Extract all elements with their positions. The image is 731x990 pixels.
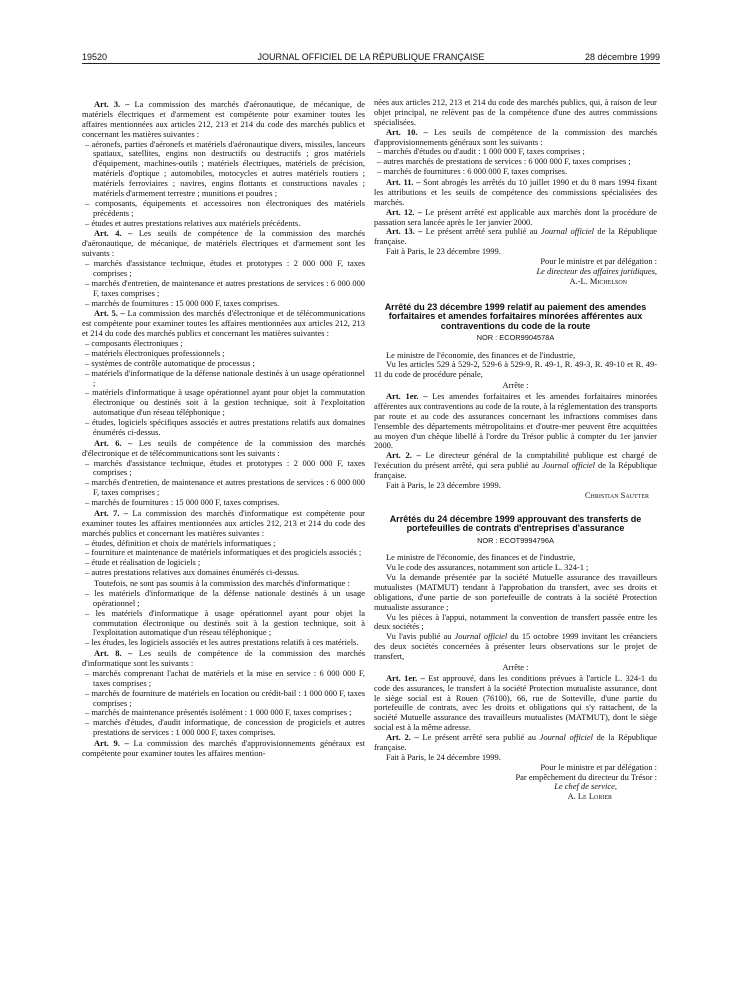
article-6: Art. 6. – Les seuils de compétence de la commission des marchés d'électronique et de télécommunications sont les suivants : [82,437,365,458]
list-item: – matériels d'informatique de la défense nationale destinés à un usage opérationnel ; [82,369,365,389]
list-item: – composants électroniques ; [82,339,365,349]
page-number: 19520 [82,52,108,62]
list-item: – composants, équipements et accessoires non électroniques des matériels précédents ; [82,199,365,219]
article-2: Art. 2. – Le directeur général de la comptabilité publique est chargé de l'exécution du présent arrêté, qui sera publié au Journal officiel de la République française. [374,450,658,481]
list-item: – systèmes de contrôle automatique de processus ; [82,359,365,369]
decree-title: Arrêtés du 24 décembre 1999 approuvant des transferts de portefeuilles de contrats d'entreprises d'assurance [389,513,642,534]
list-item: – marchés d'assistance technique, études et prototypes : 2 000 000 F, taxes comprises ; [82,459,365,479]
list-item: – marchés d'entretien, de maintenance et autres prestations de services : 6 000 000 F, taxes comprises ; [82,279,365,299]
list-item: – fourniture et maintenance de matériels informatiques et des progiciels associés ; [82,548,365,558]
signatory-name: Christian Sautter [584,489,649,500]
list-item: – marchés de fournitures : 6 000 000 F, taxes comprises. [374,167,657,177]
list-item: – les matériels d'informatique de la défense nationale destinés à un usage opérationnel ; [82,589,365,609]
preamble-minister: Le ministre de l'économie, des finances et de l'industrie, [386,349,576,360]
right-column [374,98,657,802]
preamble-visa: Vu les pièces à l'appui, notamment la convention de transfert passée entre les deux sociétés ; [374,611,657,632]
article-6-list [82,459,365,508]
nor-reference: NOR : ECOT9994796A [477,535,554,545]
list-item: – études, logiciels spécifiques associés et autres prestations relatifs aux domaines énumérés ci-dessus. [82,418,365,438]
signature-title: Le chef de service, [554,781,617,792]
preamble-visa: Vu le code des assurances, notamment son article L. 324-1 ; [386,562,589,573]
list-item: – études et autres prestations relatives aux matériels précédents. [82,219,365,229]
arrete-heading: Arrête : [502,380,529,391]
signatory-name: A.-L. Michelson [569,275,627,286]
article-11: Art. 11. – Sont abrogés les arrêtés du 10 juillet 1990 et du 8 mars 1994 fixant les attributions et les seuils de compétence des commissions spécialisées des marchés. [374,177,657,207]
article-13: Art. 13. – Le présent arrêté sera publié au Journal officiel de la République française. [374,226,658,247]
article-10-list [374,147,657,177]
list-item: – matériels électroniques professionnels ; [82,349,365,359]
article-1: Art. 1er. – Est approuvé, dans les conditions prévues à l'article L. 324-1 du code des assurances, le transfert à la société Protection mutualiste assurance, dont le siège social est à Rouen (76100), 66, rue de Sotteville, d'une partie du portefeuille de contrats, avec les droits et obligations qui s'y rattachent, de la société Mutuelle assurance des travailleurs mutualistes (MATMUT), dont le siège social est à la même adresse. [374,672,658,733]
list-item: – marchés d'études, d'audit informatique, de concession de progiciels et autres prestations de services : 1 000 000 F, taxes comprises. [82,718,365,738]
list-item: – aéronefs, parties d'aéronefs et matériels d'aéronautique divers, missiles, lanceurs spatiaux, satellites, engins non destructifs ou destructifs ; gros matériels d'équipement, machines-outils ; matériels électriques, matériels de précision, matériels d'optique ; automobiles, motocycles et autres matériels routiers ; matériels ferroviaires ; navires, engins flottants et constructions navales ; matériels d'armement terrestre ; munitions et poudres ; [82,140,365,199]
preamble-visa: Vu la demande présentée par la société Mutuelle assurance des travailleurs mutualistes (MATMUT) tendant à l'approbation du transfert, avec ses droits et obligations, d'une partie de son portefeuille de contrats à la société Protection mutualiste assurance ; [374,572,657,612]
list-item: – marchés d'assistance technique, études et prototypes : 2 000 000 F, taxes comprises ; [82,259,365,279]
article-9: Art. 9. – La commission des marchés d'approvisionnements généraux est compétente pour examiner toutes les affaires mention- [82,738,366,758]
decree-title: Arrêté du 23 décembre 1999 relatif au paiement des amendes forfaitaires et amendes forfaitaires minorées afférentes aux contraventions du code de la route [384,301,647,331]
signature-line: Pour le ministre et par délégation : [540,761,657,772]
list-item: – marchés de fournitures : 15 000 000 F, taxes comprises. [82,299,365,309]
preamble-minister: Le ministre de l'économie, des finances et de l'industrie, [386,552,576,563]
article-12: Art. 12. – Le présent arrêté est applicable aux marchés dont la procédure de passation sera lancée après le 1er janvier 2000. [374,206,657,227]
article-9-continued: nées aux articles 212, 213 et 214 du code des marchés publics, qui, à raison de leur objet principal, ne relèvent pas de la compétence d'une des autres commissions spécialisées. [374,97,657,127]
list-item: – marchés de fourniture de matériels en location ou crédit-bail : 1 000 000 F, taxes comprises ; [82,689,365,709]
nor-reference: NOR : ECOR9904578A [476,332,555,342]
list-item: – marchés de fournitures : 15 000 000 F, taxes comprises. [82,498,365,508]
journal-title: JOURNAL OFFICIEL DE LA RÉPUBLIQUE FRANÇAISE [257,52,485,62]
signatory-name: A. Le Lorier [567,791,612,802]
article-7-exclusion-list [82,589,365,648]
article-10: Art. 10. – Les seuils de compétence de la commission des marchés d'approvisionnements généraux sont les suivants : [374,126,658,147]
issue-date: 28 décembre 1999 [584,52,660,62]
list-item: – autres prestations relatives aux domaines énumérés ci-dessus. [82,568,365,578]
preamble-visa: Vu l'avis publié au Journal officiel du 15 octobre 1999 invitant les créanciers des deux sociétés concernées à présenter leurs observations sur le projet de transfert, [374,631,658,661]
article-4: Art. 4. – Les seuils de compétence de la commission des marchés d'aéronautique, de mécanique, de matériels électriques et d'armement sont les suivants : [82,228,365,259]
article-7: Art. 7. – La commission des marchés d'informatique est compétente pour examiner toutes les affaires mentionnées aux articles 212, 213 et 214 du code des marchés publics et concernant les matières suivantes : [82,507,365,538]
article-8: Art. 8. – Les seuils de compétence de la commission des marchés d'informatique sont les suivants : [82,648,365,668]
arrete-heading: Arrête : [502,661,529,672]
signature-place-date: Fait à Paris, le 23 décembre 1999. [386,246,501,257]
signature-title: Le directeur des affaires juridiques, [536,265,657,276]
article-2: Art. 2. – Le présent arrêté sera publié au Journal officiel de la République française. [374,732,657,752]
signature-place-date: Fait à Paris, le 23 décembre 1999. [386,479,501,490]
article-3-list [82,140,365,229]
list-item: – étude et réalisation de logiciels ; [82,558,365,568]
article-5-list [82,339,365,438]
article-1: Art. 1er. – Les amendes forfaitaires et les amendes forfaitaires minorées afférentes aux contraventions au code de la route, à la réglementation des transports par route et au code des assurances concernant les infractions commises dans l'ensemble des départements métropolitains et d'outre-mer peuvent être acquittées au moyen d'un chèque libellé à l'ordre du Trésor public à compter du 1er janvier 2000. [374,391,657,451]
list-item: – les matériels d'informatique à usage opérationnel ayant pour objet la commutation électronique ou destinés soit à la gestion technique, soit à l'exploitation automatique d'un réseau téléphonique ; [82,609,365,639]
list-item: – marchés d'études ou d'audit : 1 000 000 F, taxes comprises ; [374,147,657,157]
article-4-list [82,259,365,308]
list-item: – autres marchés de prestations de services : 6 000 000 F, taxes comprises ; [374,157,657,167]
signature-line: Pour le ministre et par délégation : [540,256,657,266]
list-item: – les études, les logiciels associés et les autres prestations relatifs à ces matériels. [82,638,365,648]
article-5: Art. 5. – La commission des marchés d'électronique et de télécommunications est compétente pour examiner toutes les affaires mentionnées aux articles 212, 213 et 214 du code des marchés publics et concernant les matières suivantes : [82,308,366,339]
signature-line: Par empêchement du directeur du Trésor : [515,771,657,782]
left-column [82,100,365,759]
list-item: – études, définition et choix de matériels informatiques ; [82,539,365,549]
list-item: – marchés de maintenance présentés isolément : 1 000 000 F, taxes comprises ; [82,708,365,718]
list-item: – matériels d'informatique à usage opérationnel ayant pour objet la commutation électronique ou destinés soit à la gestion technique, soit à l'exploitation automatique d'un réseau téléphonique ; [82,388,365,418]
article-7-exclusions: Toutefois, ne sont pas soumis à la commission des marchés d'informatique : [94,578,350,588]
list-item: – marchés d'entretien, de maintenance et autres prestations de services : 6 000 000 F, taxes comprises ; [82,478,365,498]
signature-place-date: Fait à Paris, le 24 décembre 1999. [386,751,501,762]
preamble-visa: Vu les articles 529 à 529-2, 529-6 à 529-9, R. 49-1, R. 49-3, R. 49-10 et R. 49-11 du code de procédure pénale, [374,359,657,380]
article-7-list [82,539,365,579]
article-8-list [82,669,365,738]
page-header [82,52,660,64]
list-item: – marchés comprenant l'achat de matériels et la mise en service : 6 000 000 F, taxes comprises ; [82,669,365,689]
article-3: Art. 3. – La commission des marchés d'aéronautique, de mécanique, de matériels électriques et d'armement est compétente pour examiner toutes les affaires mentionnées aux articles 212, 213 et 214 du code des marchés publics et concernant les matières suivantes : [82,99,366,139]
